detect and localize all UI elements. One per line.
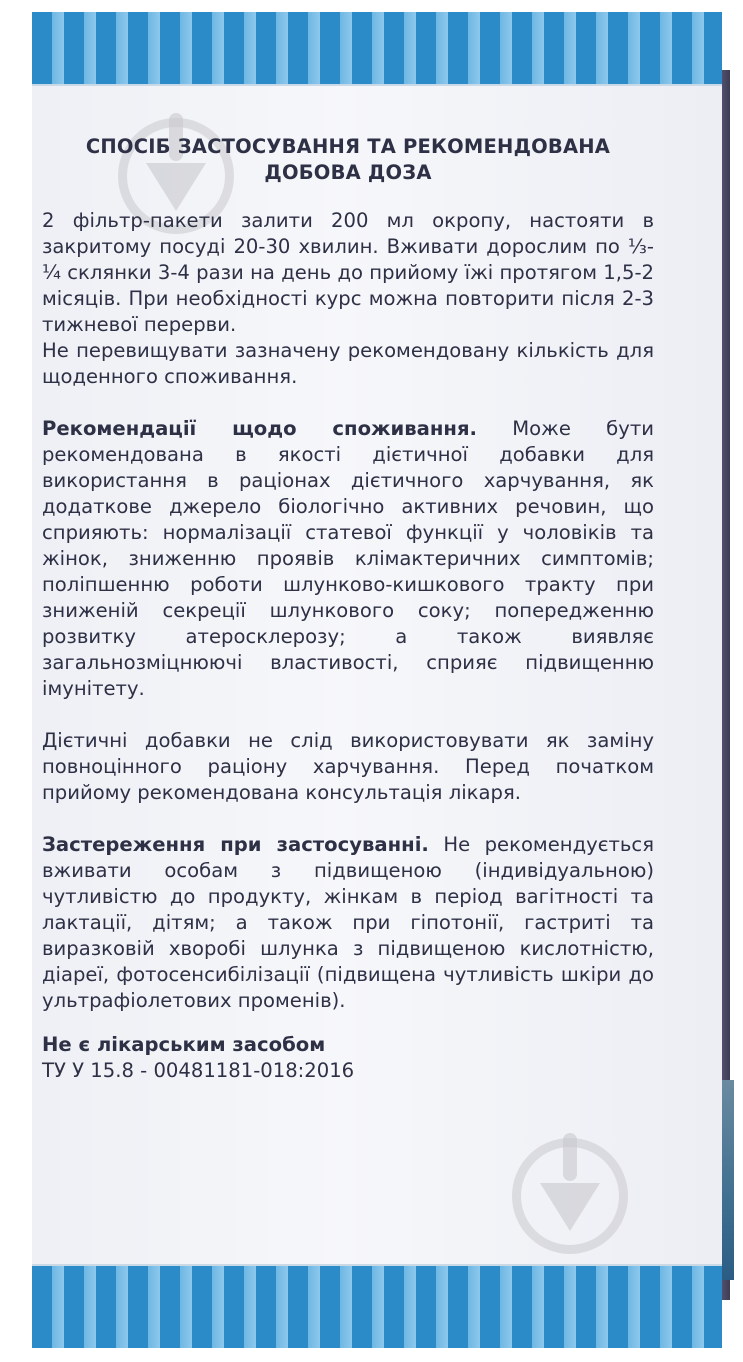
watermark-stem	[563, 1133, 577, 1181]
bottom-stripe-band	[32, 1264, 722, 1348]
spacer	[42, 1014, 654, 1032]
recommendations-label: Рекомендації щодо споживання.	[42, 417, 477, 440]
spacer	[42, 702, 654, 728]
download-arrow-icon	[512, 1138, 628, 1254]
not-medicine-note: Не є лікарським засобом	[42, 1033, 326, 1056]
spacer	[42, 806, 654, 832]
warnings-paragraph	[42, 832, 654, 1014]
label-text-block	[42, 134, 654, 1084]
recommendations-text: Може бути рекомендована в якості дієтичної добавки для використання в раціонах дієтичного харчування, як додаткове джерело біологічно активних речовин, що сприяють: нормалізації статевої функції у чоловіків та жінок, зниженню проявів клімактеричних симптомів; поліпшенню роботи шлунково-кишкового тракту при зниженій секреції шлункового соку; попередженню розвитку атеросклерозу; а також виявляє загальнозміцнюючі властивості, сприяє підвищенню імунітету.	[42, 417, 654, 700]
warnings-label: Застереження при застосуванні.	[42, 833, 429, 856]
limit-paragraph: Не перевищувати зазначену рекомендовану кількість для щоденного споживання.	[42, 339, 654, 388]
supplement-paragraph: Дієтичні добавки не слід використовувати як заміну повноцінного раціону харчування. Перед початком прийому рекомендована консультація лікаря.	[42, 729, 654, 804]
warnings-text: Не рекомендується вживати особам з підвищеною (індивідуальною) чутливістю до продукту, жінкам в період вагітності та лактації, дітям; а також при гіпотонії, гастриті та виразковій хворобі шлунка з підвищеною кислотністю, діареї, фотосенсибілізації (підвищена чутливість шкіри до ультрафіолетових променів).	[42, 833, 654, 1012]
usage-paragraph: 2 фільтр-пакети залити 200 мл окропу, настояти в закритому посуді 20-30 хвилин. Вживати дорослим по ⅓-¼ склянки 3-4 рази на день до прийому їжі протягом 1,5-2 місяців. При необхідності курс можна повторити після 2-3 тижневої перерви.	[42, 209, 654, 336]
usage-heading: СПОСІБ ЗАСТОСУВАННЯ ТА РЕКОМЕНДОВАНА ДОБОВА ДОЗА	[85, 135, 611, 184]
top-stripe-band	[32, 12, 722, 86]
recommendations-paragraph	[42, 416, 654, 702]
spacer	[42, 390, 654, 416]
watermark-arrow	[540, 1183, 600, 1231]
spec-code: ТУ У 15.8 - 00481181-018:2016	[42, 1059, 355, 1082]
